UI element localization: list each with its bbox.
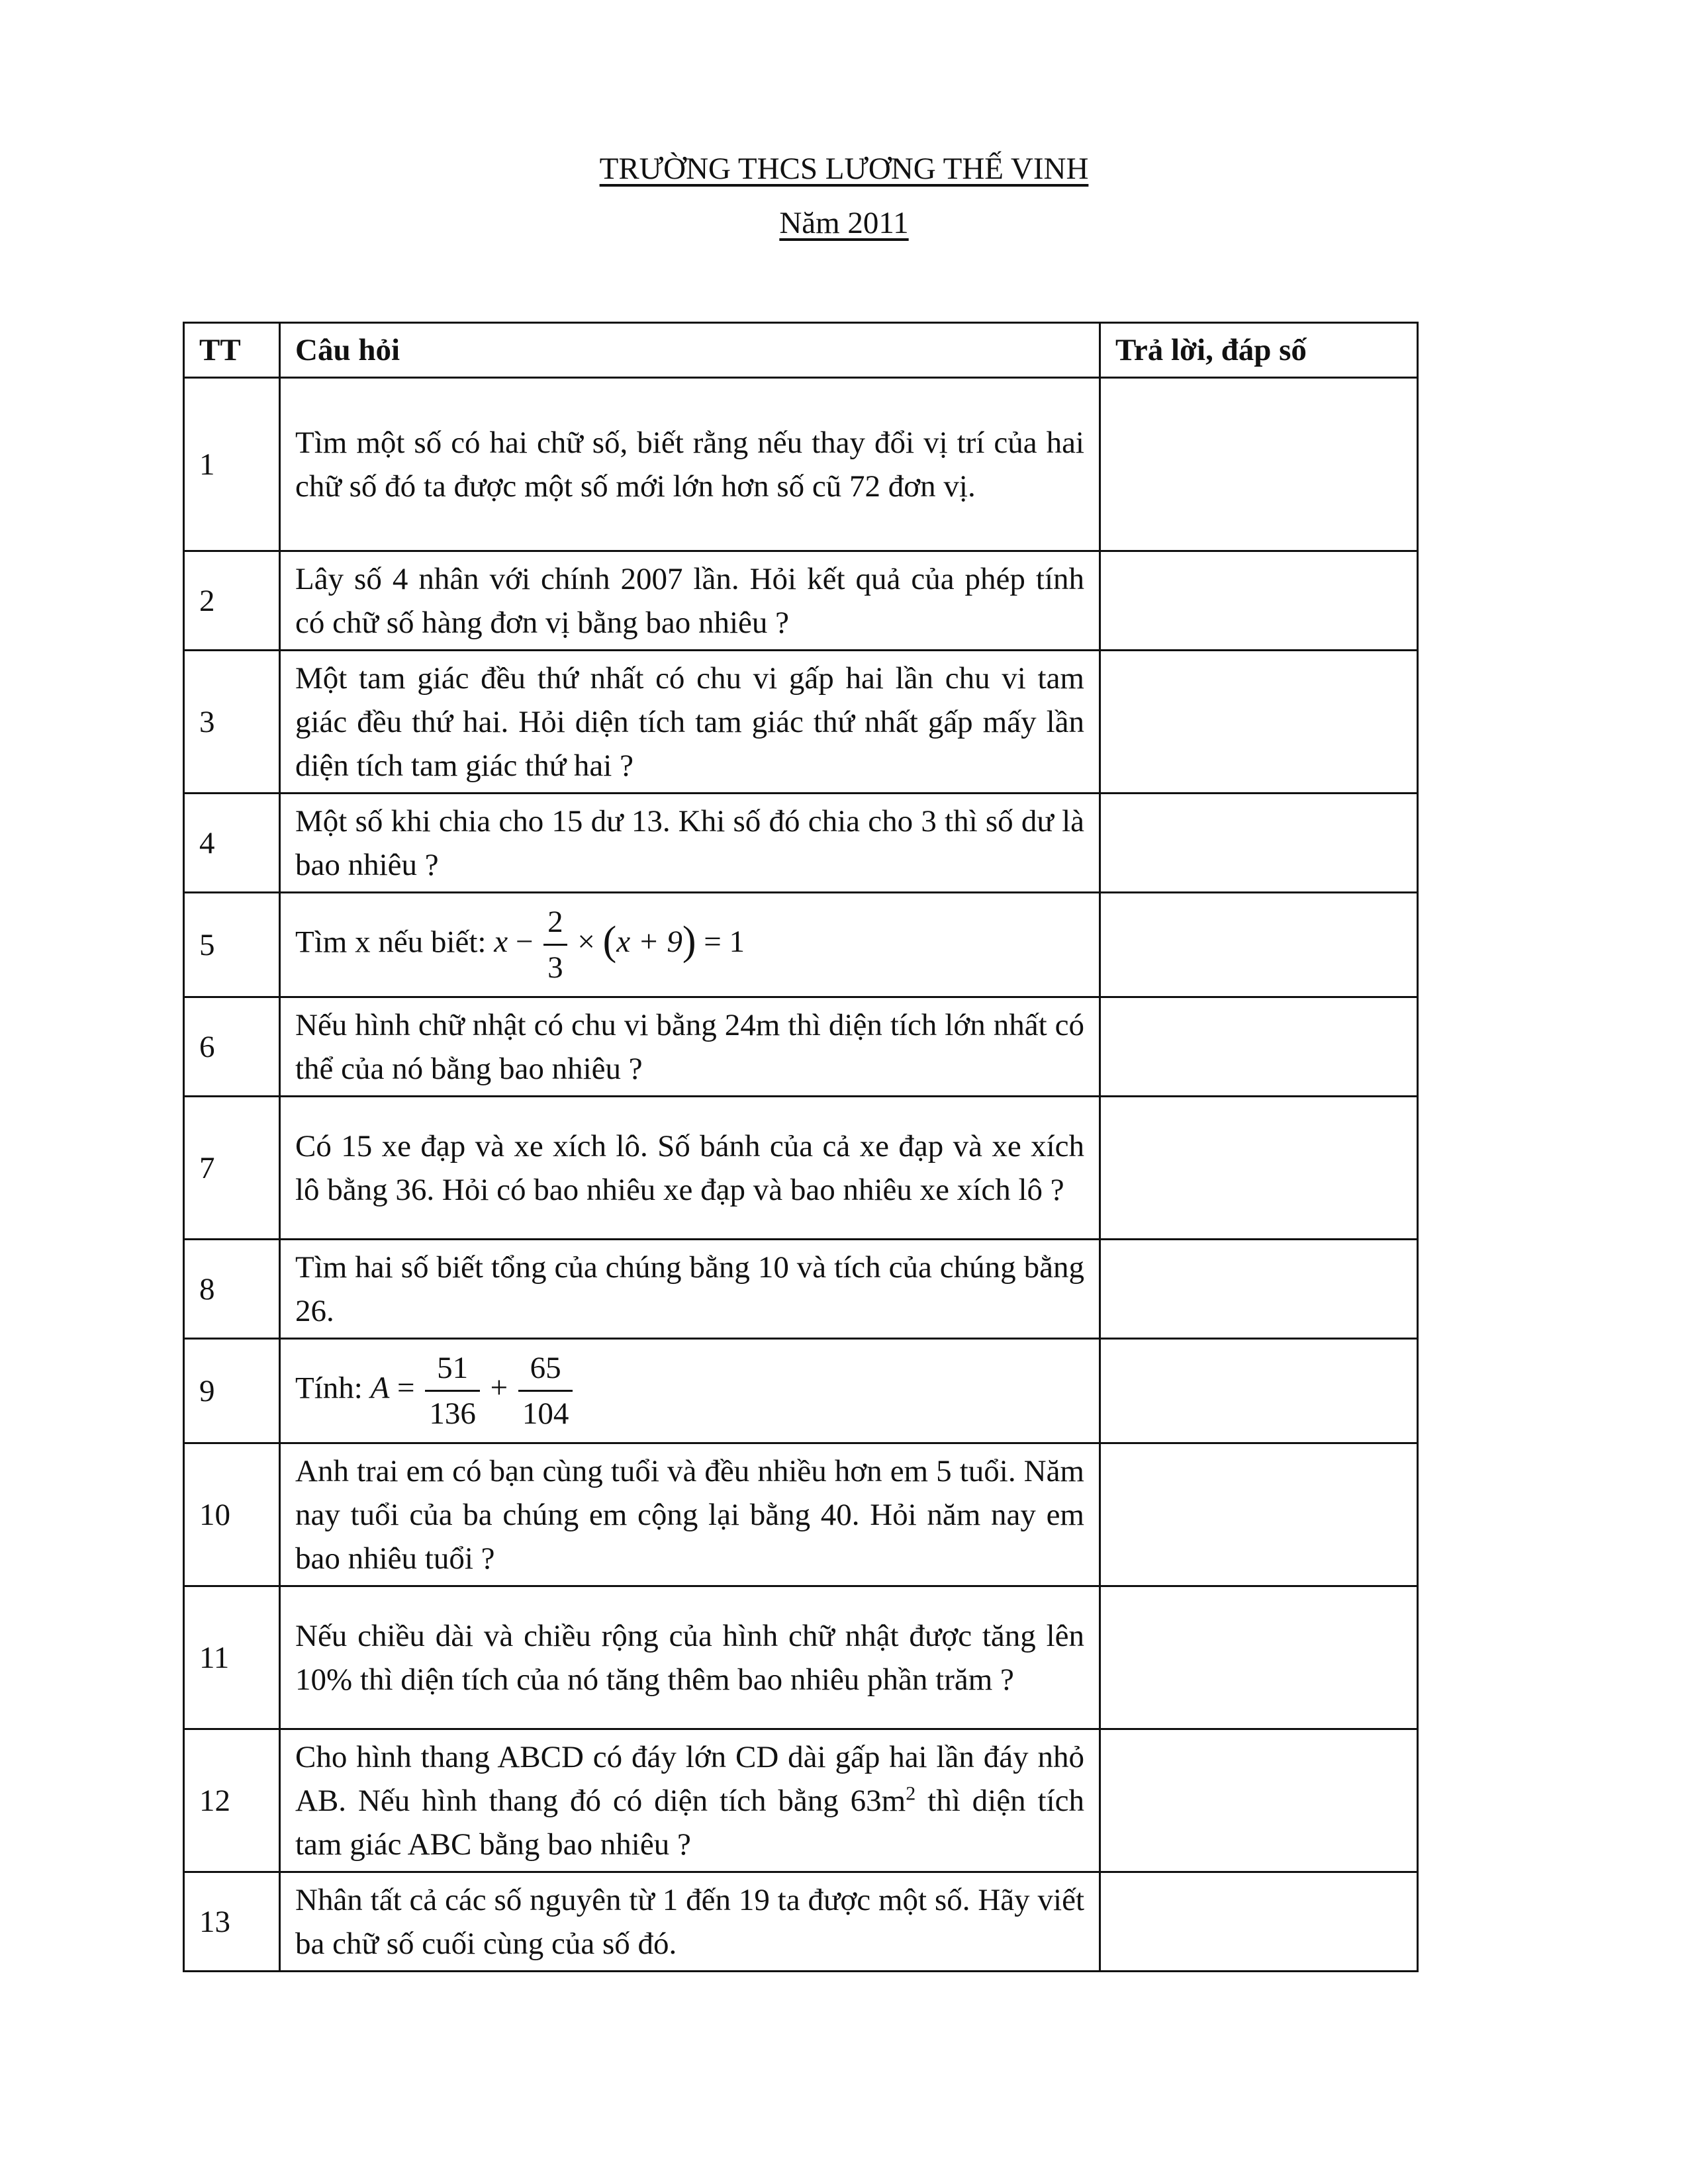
table-row: [184, 1097, 1418, 1240]
math-inner-expression: x + 9: [616, 925, 682, 960]
question-text-part: thì diện tích tam giác ABC bằng bao nhiêu ?: [295, 1783, 1084, 1862]
fraction-numerator: 65: [518, 1346, 573, 1392]
header-tt: TT: [184, 323, 280, 378]
row-number: 10: [184, 1443, 280, 1586]
math-right-paren: ): [682, 919, 696, 964]
row-number: 13: [184, 1872, 280, 1972]
table-row: [184, 1729, 1418, 1872]
answer-cell[interactable]: [1100, 1586, 1418, 1729]
math-var-x: x: [494, 925, 508, 960]
fraction-numerator: 2: [543, 900, 567, 946]
equation: [494, 905, 745, 985]
table-row: [184, 893, 1418, 997]
row-number: 4: [184, 794, 280, 893]
question-text: Tìm hai số biết tổng của chúng bằng 10 và tích của chúng bằng 26.: [280, 1240, 1100, 1339]
row-number: 7: [184, 1097, 280, 1240]
question-text: Nếu chiều dài và chiều rộng của hình chữ nhật được tăng lên 10% thì diện tích của nó tăng thêm bao nhiêu phần trăm ?: [280, 1586, 1100, 1729]
math-plus: +: [490, 1371, 508, 1406]
answer-cell[interactable]: [1100, 1339, 1418, 1443]
table-header-row: [184, 323, 1418, 378]
header-question: Câu hỏi: [280, 323, 1100, 378]
table-row: [184, 551, 1418, 651]
table-row: [184, 651, 1418, 794]
row-number: 12: [184, 1729, 280, 1872]
exam-year: Năm 2011: [779, 206, 909, 240]
row-number: 2: [184, 551, 280, 651]
fraction: [543, 900, 567, 989]
question-text: Một tam giác đều thứ nhất có chu vi gấp hai lần chu vi tam giác đều thứ hai. Hỏi diện tích tam giác thứ nhất gấp mấy lần diện tích tam giác thứ hai ?: [280, 651, 1100, 794]
table-row: [184, 1586, 1418, 1729]
question-text: Nếu hình chữ nhật có chu vi bằng 24m thì diện tích lớn nhất có thể của nó bằng bao nhiêu ?: [280, 997, 1100, 1097]
superscript: 2: [906, 1782, 916, 1804]
row-number: 8: [184, 1240, 280, 1339]
school-name: TRƯỜNG THCS LƯƠNG THẾ VINH: [599, 152, 1089, 186]
answer-cell[interactable]: [1100, 651, 1418, 794]
equation: [370, 1351, 576, 1431]
math-times: ×: [577, 925, 595, 960]
math-equals: =: [397, 1371, 415, 1406]
table-row: [184, 1872, 1418, 1972]
math-rhs: = 1: [704, 925, 745, 960]
fraction-denominator: 3: [547, 950, 563, 985]
question-text: [280, 1729, 1100, 1872]
question-text: [280, 1339, 1100, 1443]
row-number: 3: [184, 651, 280, 794]
header-answer: Trả lời, đáp số: [1100, 323, 1418, 378]
fraction-denominator: 104: [522, 1396, 569, 1431]
table-row: [184, 794, 1418, 893]
fraction-denominator: 136: [429, 1396, 476, 1431]
table-row: [184, 1443, 1418, 1586]
row-number: 1: [184, 378, 280, 551]
table-row: [184, 1240, 1418, 1339]
question-text: Nhân tất cả các số nguyên từ 1 đến 19 ta được một số. Hãy viết ba chữ số cuối cùng của số đó.: [280, 1872, 1100, 1972]
answer-cell[interactable]: [1100, 551, 1418, 651]
answer-cell[interactable]: [1100, 1097, 1418, 1240]
math-left-paren: (: [602, 919, 617, 964]
question-prefix: Tìm x nếu biết:: [295, 925, 487, 960]
table-row: [184, 997, 1418, 1097]
answer-cell[interactable]: [1100, 1240, 1418, 1339]
question-text: Có 15 xe đạp và xe xích lô. Số bánh của cả xe đạp và xe xích lô bằng 36. Hỏi có bao nhiêu xe đạp và bao nhiêu xe xích lô ?: [280, 1097, 1100, 1240]
answer-cell[interactable]: [1100, 794, 1418, 893]
question-text: Tìm một số có hai chữ số, biết rằng nếu thay đổi vị trí của hai chữ số đó ta được một số mới lớn hơn số cũ 72 đơn vị.: [280, 378, 1100, 551]
row-number: 6: [184, 997, 280, 1097]
fraction: [425, 1346, 480, 1435]
question-text-part: Cho hình thang ABCD có đáy lớn CD dài gấp hai lần đáy nhỏ AB. Nếu hình thang đó có diện tích bằng 63m: [295, 1739, 1084, 1818]
fraction-numerator: 51: [425, 1346, 480, 1392]
row-number: 9: [184, 1339, 280, 1443]
question-text: Một số khi chia cho 15 dư 13. Khi số đó chia cho 3 thì số dư là bao nhiêu ?: [280, 794, 1100, 893]
answer-cell[interactable]: [1100, 893, 1418, 997]
question-prefix: Tính:: [295, 1371, 363, 1406]
row-number: 11: [184, 1586, 280, 1729]
table-row: [184, 378, 1418, 551]
fraction: [518, 1346, 573, 1435]
math-minus: −: [515, 925, 534, 960]
answer-cell[interactable]: [1100, 1872, 1418, 1972]
answer-cell[interactable]: [1100, 378, 1418, 551]
answer-cell[interactable]: [1100, 1443, 1418, 1586]
answer-cell[interactable]: [1100, 1729, 1418, 1872]
question-text: Lây số 4 nhân với chính 2007 lần. Hỏi kết quả của phép tính có chữ số hàng đơn vị bằng bao nhiêu ?: [280, 551, 1100, 651]
row-number: 5: [184, 893, 280, 997]
question-text: Anh trai em có bạn cùng tuổi và đều nhiều hơn em 5 tuổi. Năm nay tuổi của ba chúng em cộng lại bằng 40. Hỏi năm nay em bao nhiêu tuổi ?: [280, 1443, 1100, 1586]
math-var-a: A: [370, 1371, 390, 1406]
answer-cell[interactable]: [1100, 997, 1418, 1097]
question-table: [183, 322, 1419, 1972]
table-row: [184, 1339, 1418, 1443]
question-text: [280, 893, 1100, 997]
